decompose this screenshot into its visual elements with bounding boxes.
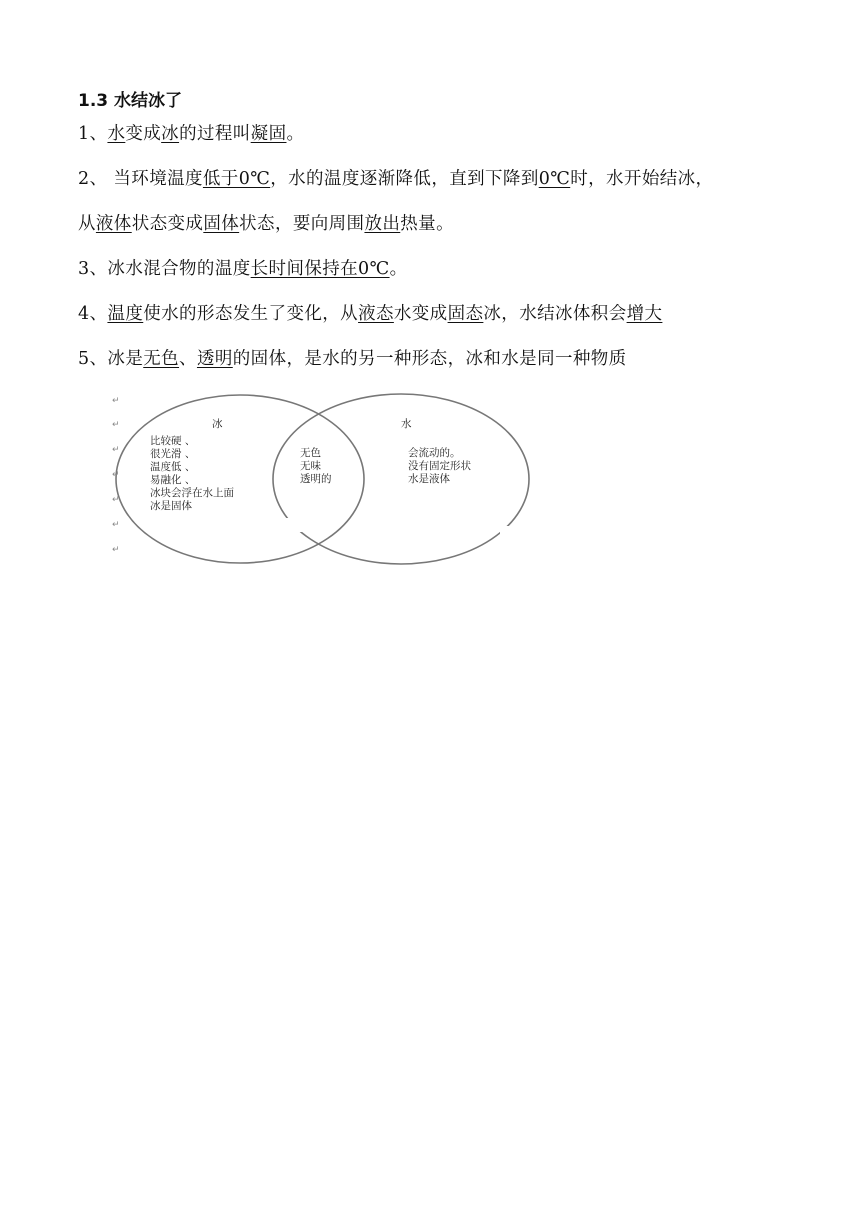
statement-text: 热量。 (400, 214, 454, 234)
paragraph-mark: ↵ (112, 445, 120, 455)
answer-blank: 放出 (364, 214, 401, 234)
circle-gap-left (284, 518, 306, 532)
paragraph-mark: ↵ (112, 495, 120, 505)
statement-2 (78, 167, 713, 191)
statement-1 (78, 122, 304, 146)
paragraph-mark: ↵ (112, 545, 120, 555)
statement-text: 水变成 (393, 304, 448, 324)
paragraph-mark: ↵ (112, 470, 120, 480)
statement-text: 2、 当环境温度 (78, 169, 203, 189)
answer-blank: 水 (107, 124, 126, 144)
answer-blank: 固体 (203, 214, 240, 234)
statement-5 (78, 347, 627, 371)
answer-blank: 长时间保持在0℃ (250, 259, 390, 279)
list-item: 无味 (300, 460, 321, 472)
statement-text: 4、 (78, 304, 108, 324)
statement-text: 5、冰是 (78, 349, 144, 369)
ice-title: 冰 (212, 418, 223, 430)
statement-4 (78, 302, 662, 326)
paragraph-mark: ↵ (112, 396, 120, 406)
answer-blank: 凝固 (250, 124, 287, 144)
statement-text: 、 (179, 349, 197, 369)
list-item: 很光滑 、 (150, 448, 196, 460)
statement-text: 状态变成 (131, 214, 204, 234)
water-properties (408, 447, 471, 486)
statement-text: 。 (286, 124, 305, 144)
list-item: 易融化 、 (150, 474, 196, 486)
answer-blank: 增大 (626, 304, 663, 324)
statement-text: 使水的形态发生了变化，从 (143, 304, 359, 324)
paragraph-mark: ↵ (112, 420, 120, 430)
water-title: 水 (401, 418, 412, 430)
venn-diagram (108, 390, 538, 572)
statement-text: 3、冰水混合物的温度 (78, 259, 251, 279)
list-item: 温度低 、 (150, 461, 196, 473)
shared-properties (300, 447, 332, 486)
answer-blank: 固态 (447, 304, 484, 324)
statement-text: 时，水开始结冰， (570, 169, 714, 189)
answer-blank: 液态 (358, 304, 394, 324)
statement-text: 从 (78, 214, 96, 234)
list-item: 无色 (300, 447, 321, 459)
page-title: 1.3 水结冰了 (78, 91, 183, 111)
statement-text: 状态，要向周围 (239, 214, 365, 234)
list-item: 透明的 (300, 473, 332, 485)
statement-text: 。 (389, 259, 408, 279)
statement-text: ，水的温度逐渐降低，直到下降到 (270, 169, 539, 189)
statement-text: 的固体，是水的另一种形态，冰和水是同一种物质 (232, 349, 627, 369)
list-item: 冰块会浮在水上面 (150, 487, 234, 499)
statement-text: 的过程叫 (179, 124, 251, 144)
answer-blank: 温度 (107, 304, 144, 324)
answer-blank: 液体 (95, 214, 132, 234)
answer-blank: 低于0℃ (202, 169, 271, 189)
paragraph-mark: ↵ (112, 520, 120, 530)
answer-blank: 透明 (196, 349, 233, 369)
statement-text: 变成 (125, 124, 162, 144)
statement-text: 1、 (78, 124, 108, 144)
statement-2-continued (78, 212, 454, 236)
statement-text: 冰，水结冰体积会 (483, 304, 627, 324)
ice-properties (150, 435, 234, 513)
answer-blank: 无色 (143, 349, 180, 369)
answer-blank: 冰 (161, 124, 180, 144)
list-item: 没有固定形状 (408, 460, 471, 472)
answer-blank: 0℃ (538, 169, 571, 189)
list-item: 水是液体 (408, 473, 450, 485)
statement-3 (78, 257, 407, 281)
list-item: 会流动的。 (408, 447, 461, 459)
list-item: 冰是固体 (150, 500, 192, 512)
circle-gap-right (500, 526, 516, 548)
list-item: 比较硬 、 (150, 435, 196, 447)
